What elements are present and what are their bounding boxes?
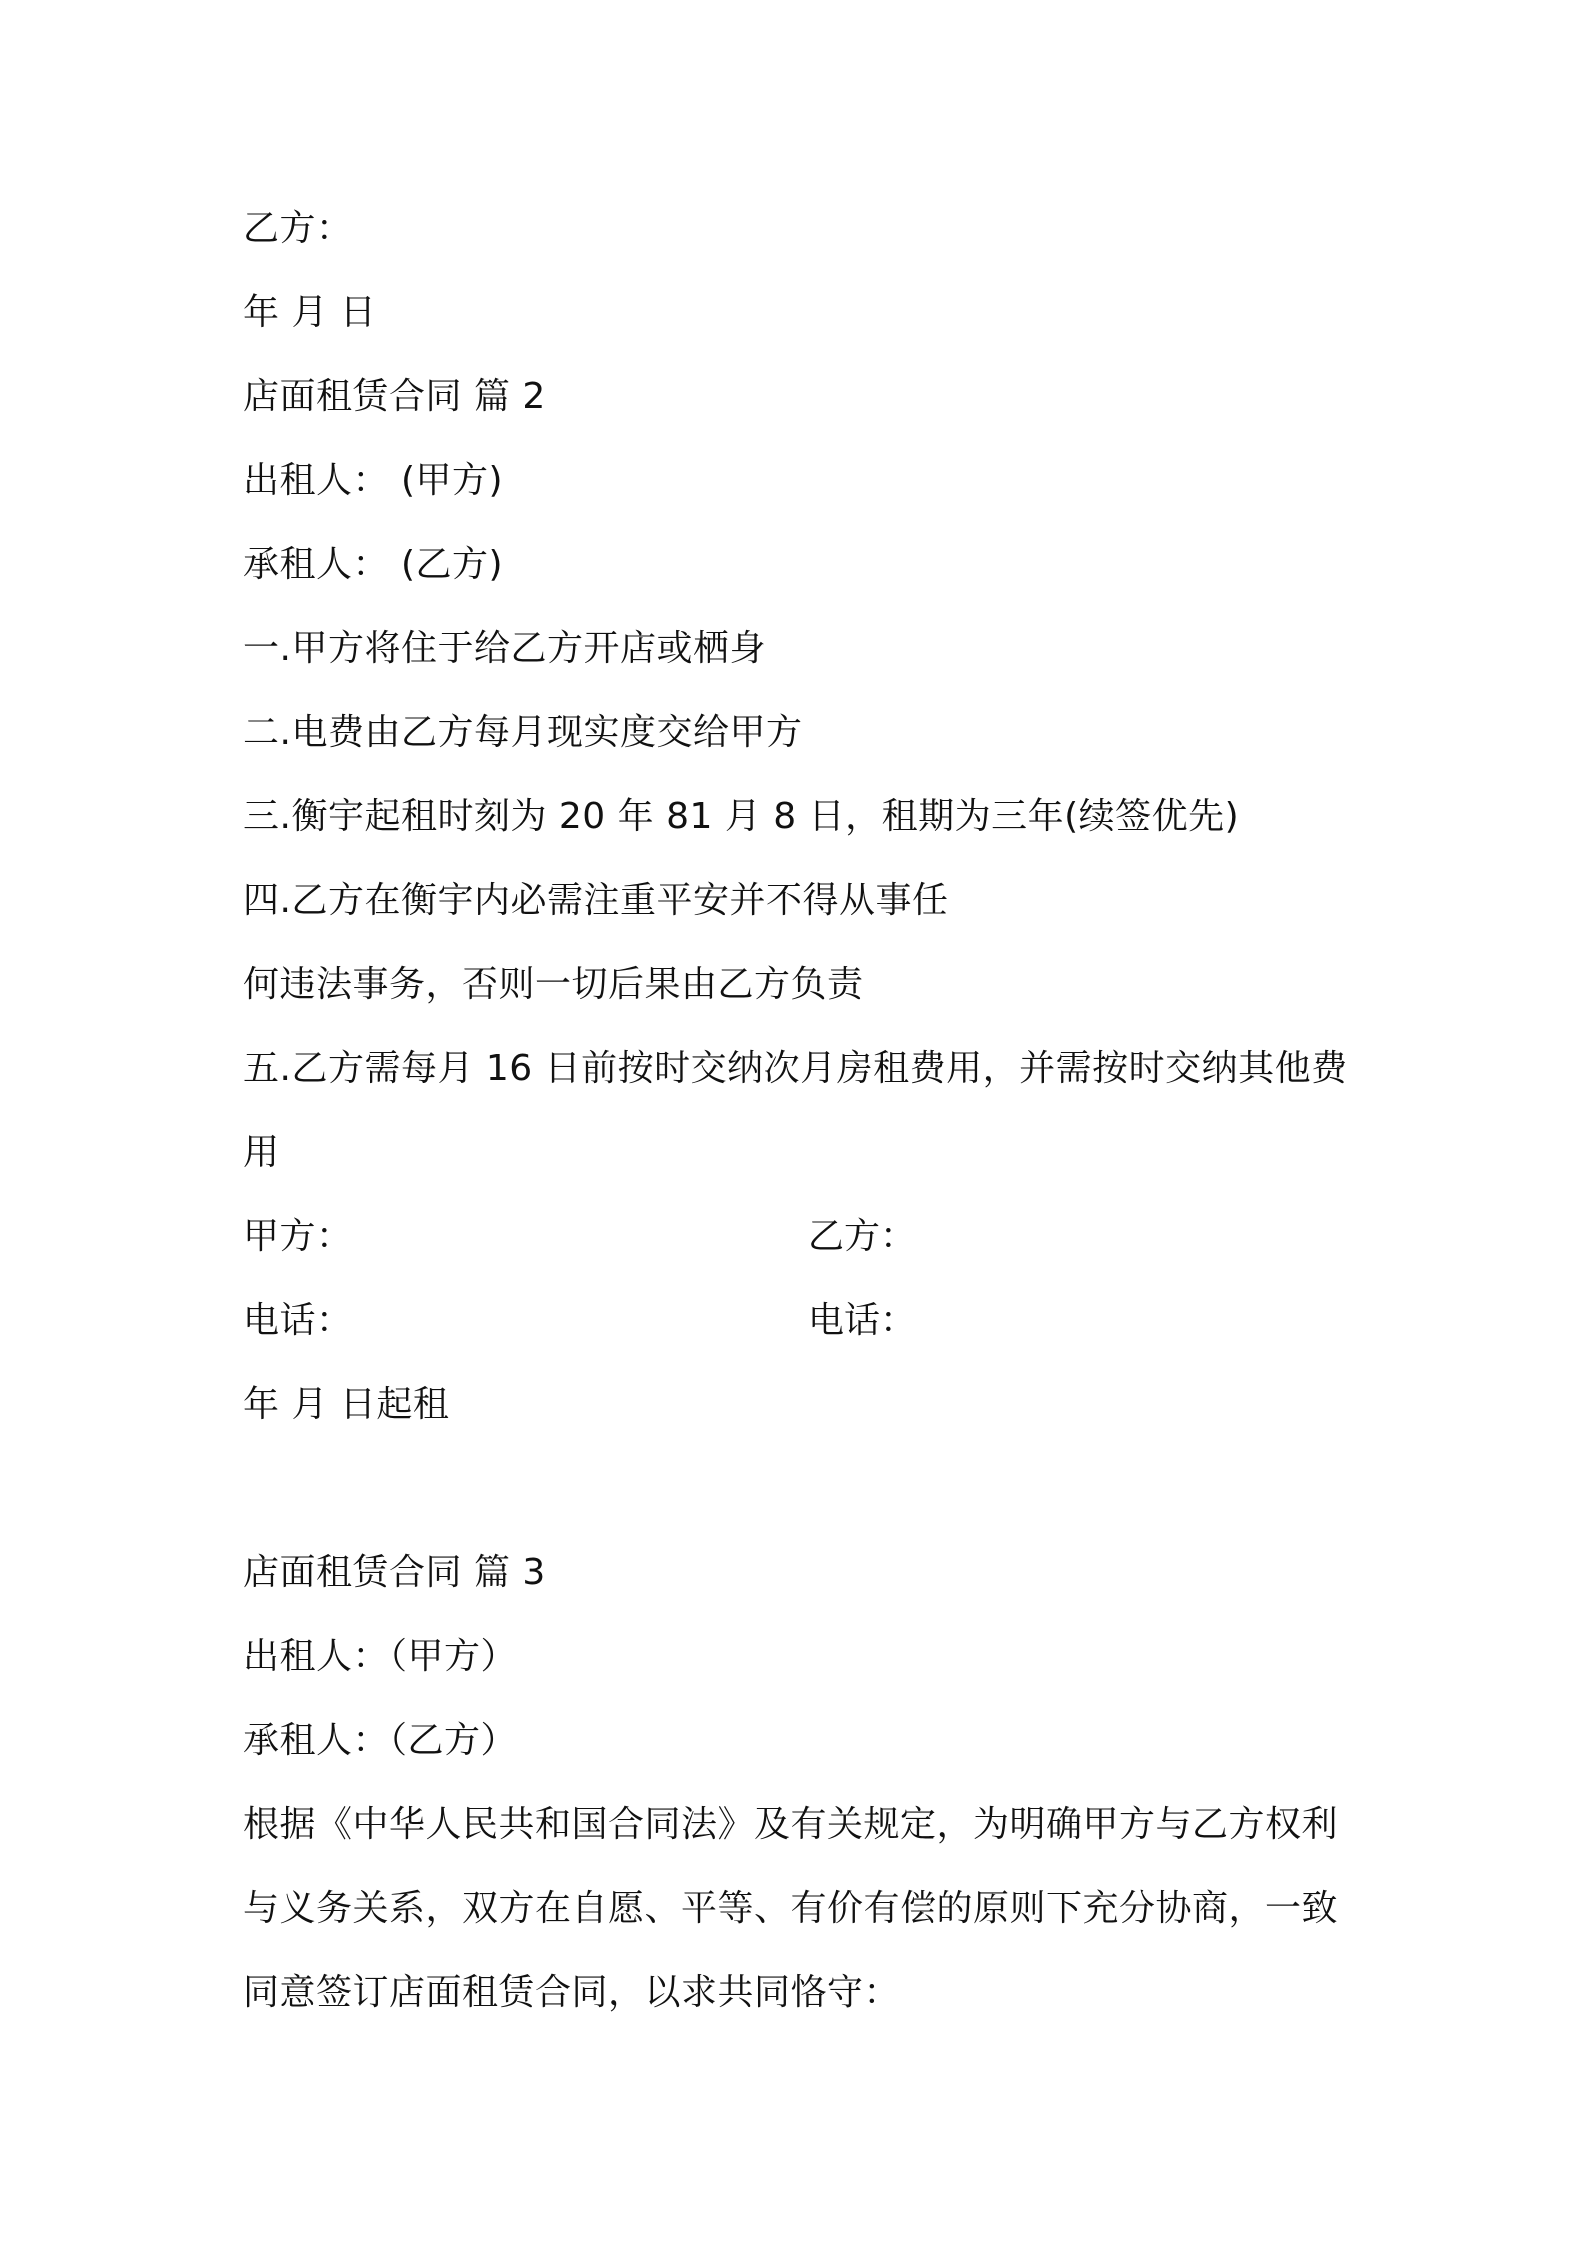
lessee-line: 承租人： (乙方) [243, 544, 504, 585]
lessor-line: 出租人： (甲方) [243, 460, 504, 501]
phone-party-b: 电话： [808, 1300, 917, 1341]
preamble-line-2: 与义务关系，双方在自愿、平等、有价有偿的原则下充分协商，一致 [243, 1888, 1339, 1929]
sign-party-a: 甲方： [243, 1216, 353, 1257]
section-title-2: 店面租赁合同 篇 2 [243, 376, 546, 417]
lessee-line-3: 承租人：（乙方） [243, 1720, 518, 1761]
clause-5-part-2: 用 [243, 1132, 280, 1173]
rent-start-date: 年 月 日起租 [243, 1384, 450, 1425]
sign-party-b: 乙方： [808, 1216, 917, 1257]
clause-4-part-1: 四.乙方在衡宇内必需注重平安并不得从事任 [243, 880, 949, 921]
clause-2: 二.电费由乙方每月现实度交给甲方 [243, 712, 803, 753]
clause-4-part-2: 何违法事务，否则一切后果由乙方负责 [243, 964, 864, 1005]
clause-1: 一.甲方将住于给乙方开店或栖身 [243, 628, 766, 669]
preamble-line-1: 根据《中华人民共和国合同法》及有关规定，为明确甲方与乙方权利 [243, 1804, 1339, 1845]
preamble-line-3: 同意签订店面租赁合同，以求共同恪守： [243, 1972, 901, 2013]
phone-party-a: 电话： [243, 1300, 353, 1341]
date-line: 年 月 日 [243, 292, 377, 333]
clause-5-part-1: 五.乙方需每月 16 日前按时交纳次月房租费用，并需按时交纳其他费 [243, 1048, 1348, 1089]
party-b-label: 乙方： [243, 208, 353, 249]
section-title-3: 店面租赁合同 篇 3 [243, 1552, 546, 1593]
clause-3: 三.衡宇起租时刻为 20 年 81 月 8 日，租期为三年(续签优先) [243, 796, 1240, 837]
lessor-line-3: 出租人：（甲方） [243, 1636, 518, 1677]
